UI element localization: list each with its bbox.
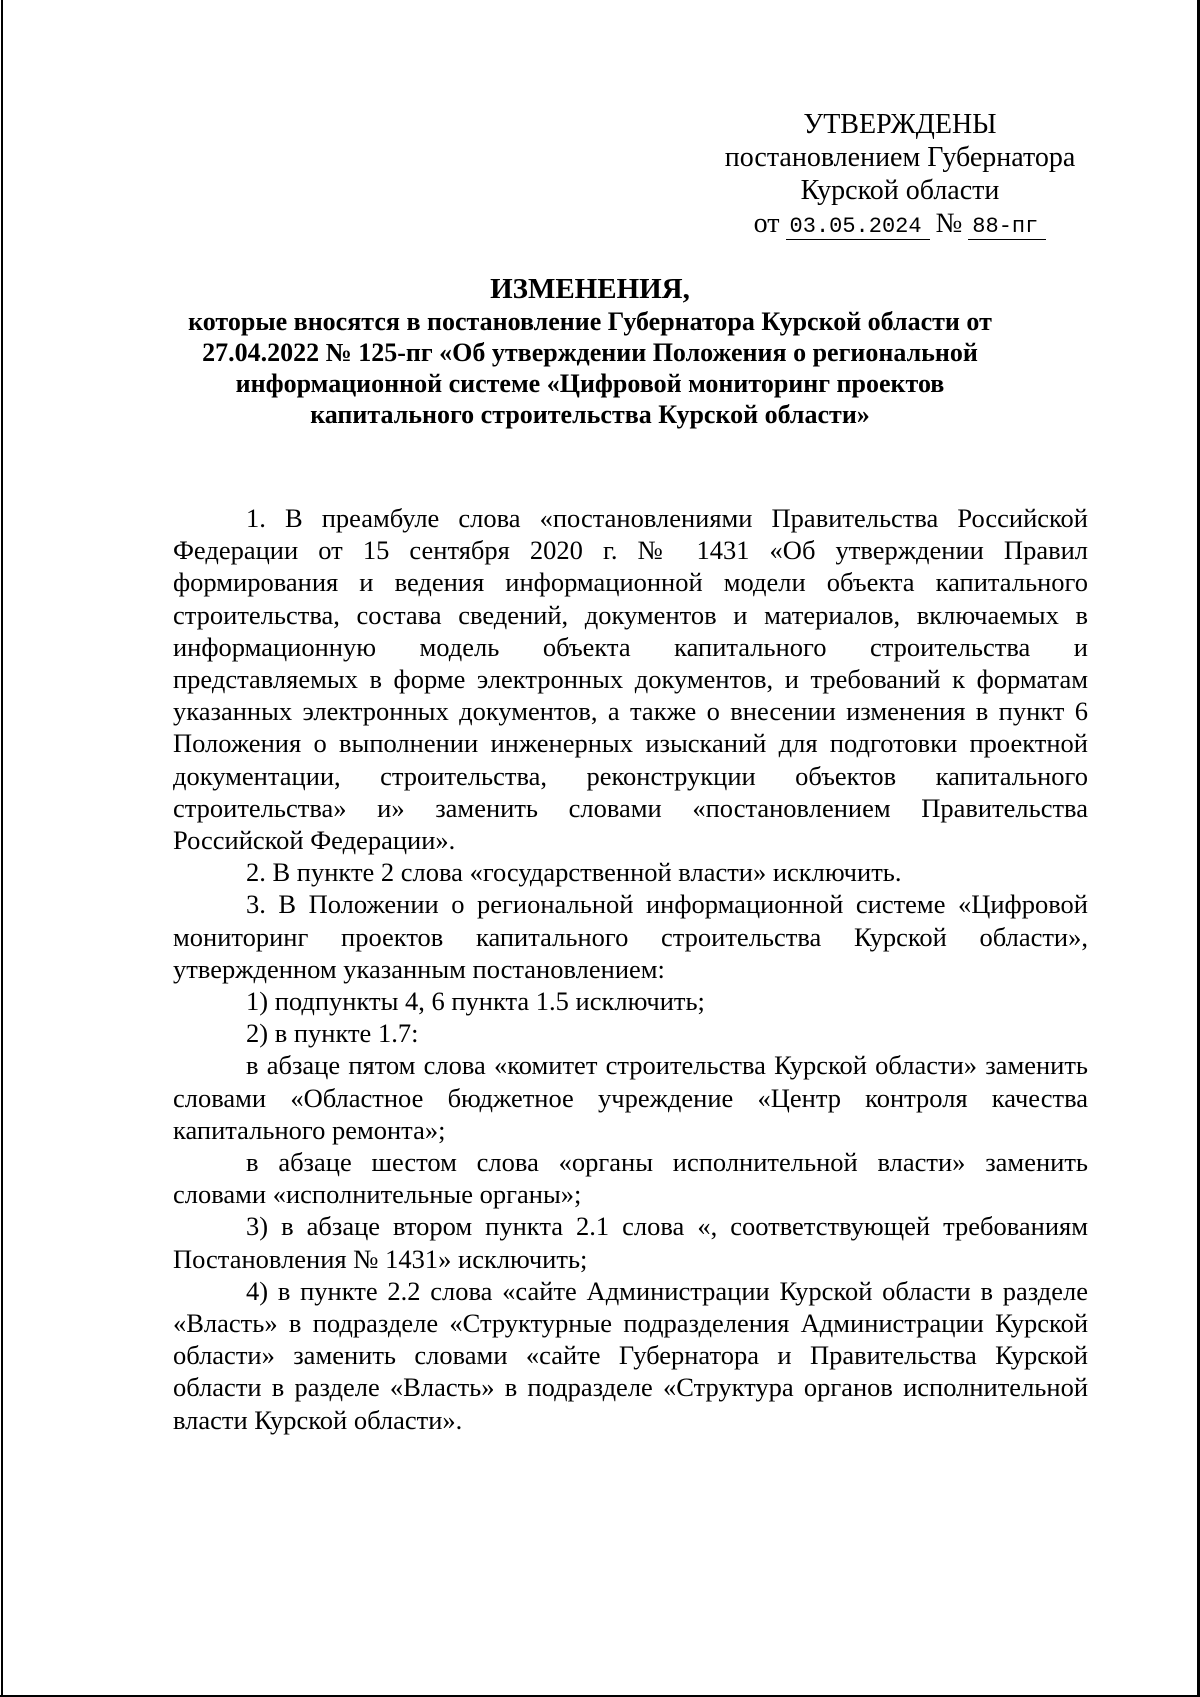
paragraph-abzac-5: в абзаце пятом слова «комитет строительства Курской области» заменить словами «Областное бюджетное учреждение «Центр контроля качества капитального ремонта»;	[173, 1050, 1088, 1145]
approval-order-line	[700, 207, 1100, 240]
approval-block	[700, 108, 1100, 240]
heading-subtitle-line: информационной системе «Цифровой мониторинг проектов	[235, 369, 945, 398]
approval-line-decree: постановлением Губернатора	[724, 142, 1076, 173]
document-body	[173, 502, 1088, 1436]
order-number: 88-пг	[968, 215, 1046, 240]
document-heading	[140, 272, 1040, 430]
approval-line-region: Курской области	[800, 175, 1000, 206]
paragraph-subitem-1: 1) подпункты 4, 6 пункта 1.5 исключить;	[246, 986, 705, 1017]
scan-edge-left	[1, 0, 3, 1697]
paragraph-subitem-3: 3) в абзаце втором пункта 2.1 слова «, соответствующей требованиям Постановления № 1431» исключить;	[173, 1211, 1088, 1274]
heading-subtitle-line: которые вносятся в постановление Губернатора Курской области от	[188, 307, 992, 336]
heading-subtitle-line: капитального строительства Курской области»	[310, 400, 870, 429]
paragraph-subitem-4: 4) в пункте 2.2 слова «сайте Администрации Курской области в разделе «Власть» в подразделе «Структурные подразделения Администрации Курской области» заменить словами «сайте Губернатора и Правительства Курской области в разделе «Власть» в подразделе «Структура органов исполнительной власти Курской области».	[173, 1275, 1088, 1435]
paragraph-subitem-2: 2) в пункте 1.7:	[246, 1018, 419, 1049]
paragraph-abzac-6: в абзаце шестом слова «органы исполнительной власти» заменить словами «исполнительные органы»;	[173, 1147, 1088, 1210]
order-date: 03.05.2024	[786, 215, 930, 240]
paragraph-item-3: 3. В Положении о региональной информационной системе «Цифровой мониторинг проектов капитального строительства Курской области», утвержденном указанным постановлением:	[173, 889, 1088, 984]
paragraph-item-2: 2. В пункте 2 слова «государственной власти» исключить.	[246, 857, 902, 888]
approval-title: УТВЕРЖДЕНЫ	[803, 109, 997, 140]
date-prefix: от	[753, 208, 780, 239]
heading-subtitle-line: 27.04.2022 № 125-пг «Об утверждении Положения о региональной	[202, 338, 978, 367]
paragraph-preamble: 1. В преамбуле слова «постановлениями Правительства Российской Федерации от 15 сентября 2020 г. № 1431 «Об утверждении Правил формирования и ведения информационной модели объекта капитального строительства, состава сведений, документов и материалов, включаемых в информационную модель объекта капитального строительства и представляемых в форме электронных документов, и требований к форматам указанных электронных документов, а также о внесении изменения в пункт 6 Положения о выполнении инженерных изысканий для подготовки проектной документации, строительства, реконструкции объектов капитального строительства» и» заменить словами «постановлением Правительства Российской Федерации».	[173, 503, 1088, 856]
number-sign: №	[935, 208, 963, 239]
heading-title: ИЗМЕНЕНИЯ,	[490, 273, 690, 305]
